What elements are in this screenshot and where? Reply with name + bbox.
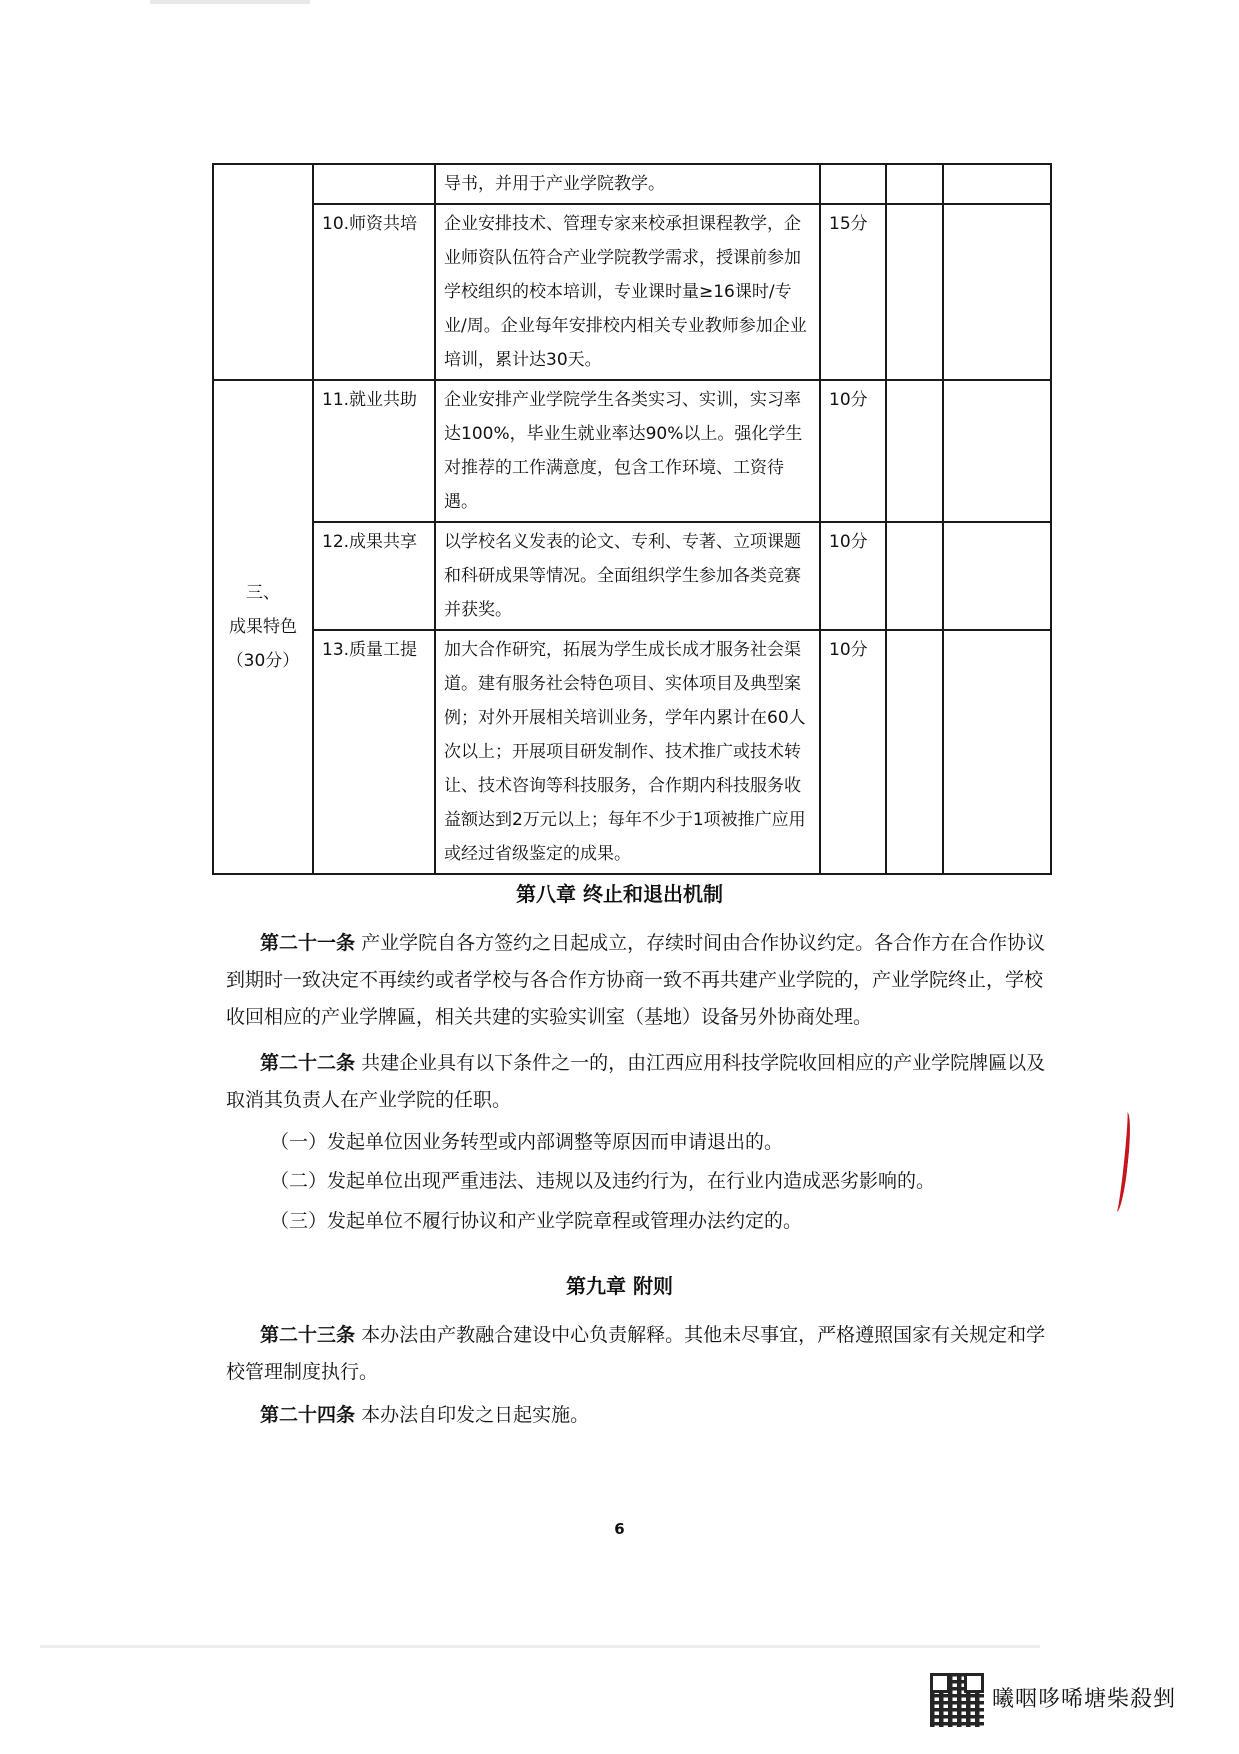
table-row xyxy=(213,522,1051,630)
score-table xyxy=(212,163,1052,875)
item-cell: 11.就业共助 xyxy=(313,380,435,522)
review-score-cell xyxy=(943,204,1051,380)
article-22 xyxy=(226,1045,1050,1119)
score-cell: 15分 xyxy=(820,204,886,380)
table-row xyxy=(213,630,1051,874)
content-cell: 加大合作研究，拓展为学生成长成才服务社会渠道。建有服务社会特色项目、实体项目及典型案例；对外开展相关培训业务，学年内累计在60人次以上；开展项目研发制作、技术推广或技术转让、技术咨询等科技服务，合作期内科技服务收益额达到2万元以上；每年不少于1项被推广应用或经过省级鉴定的成果。 xyxy=(435,630,820,874)
content-cell: 以学校名义发表的论文、专利、专著、立项课题和科研成果等情况。全面组织学生参加各类竞赛并获奖。 xyxy=(435,522,820,630)
article-21 xyxy=(226,925,1050,1036)
list-item: （三）发起单位不履行协议和产业学院章程或管理办法约定的。 xyxy=(270,1210,803,1232)
score-cell: 10分 xyxy=(820,630,886,874)
qr-code-icon xyxy=(930,1673,984,1727)
scan-line xyxy=(40,1645,1040,1648)
article-24 xyxy=(226,1397,1050,1434)
scan-smudge xyxy=(150,0,310,4)
item-cell: 10.师资共培 xyxy=(313,204,435,380)
red-stamp-edge xyxy=(1111,1112,1133,1213)
review-score-cell xyxy=(943,164,1051,204)
list-item: （一）发起单位因业务转型或内部调整等原因而申请退出的。 xyxy=(270,1131,784,1153)
category-points: （30分） xyxy=(226,651,300,671)
watermark-text: 曦咽哆唏塘柴殺剉 xyxy=(992,1687,1177,1712)
item-cell xyxy=(313,164,435,204)
article-22-label: 第二十二条 xyxy=(260,1052,356,1074)
article-23-label: 第二十三条 xyxy=(260,1324,356,1346)
content-cell: 企业安排产业学院学生各类实习、实训，实习率达100%，毕业生就业率达90%以上。强化学生对推荐的工作满意度，包含工作环境、工资待遇。 xyxy=(435,380,820,522)
item-cell: 12.成果共享 xyxy=(313,522,435,630)
table-row xyxy=(213,204,1051,380)
table-row xyxy=(213,164,1051,204)
article-23 xyxy=(226,1317,1050,1391)
chapter-9-title: 第九章 附则 xyxy=(566,1274,673,1298)
page-number: 6 xyxy=(614,1520,625,1538)
table-row xyxy=(213,380,1051,522)
score-cell xyxy=(820,164,886,204)
score-cell: 10分 xyxy=(820,522,886,630)
content-cell: 导书，并用于产业学院教学。 xyxy=(435,164,820,204)
review-score-cell xyxy=(943,380,1051,522)
category-cell-prev xyxy=(213,164,313,380)
list-item: （二）发起单位出现严重违法、违规以及违约行为，在行业内造成恶劣影响的。 xyxy=(270,1170,936,1192)
review-score-cell xyxy=(943,522,1051,630)
article-24-label: 第二十四条 xyxy=(260,1404,356,1426)
item-cell: 13.质量工提 xyxy=(313,630,435,874)
score-cell: 10分 xyxy=(820,380,886,522)
article-21-label: 第二十一条 xyxy=(260,932,356,954)
article-24-text: 本办法自印发之日起实施。 xyxy=(361,1404,590,1426)
self-score-cell xyxy=(886,630,943,874)
review-score-cell xyxy=(943,630,1051,874)
category-number: 三、 xyxy=(246,583,280,603)
self-score-cell xyxy=(886,380,943,522)
article-22-text: 共建企业具有以下条件之一的，由江西应用科技学院收回相应的产业学院牌匾以及取消其负责人在产业学院的任职。 xyxy=(226,1052,1046,1111)
content-cell: 企业安排技术、管理专家来校承担课程教学，企业师资队伍符合产业学院教学需求，授课前参加学校组织的校本培训，专业课时量≥16课时/专业/周。企业每年安排校内相关专业教师参加企业培训，累计达30天。 xyxy=(435,204,820,380)
article-21-text: 产业学院自各方签约之日起成立，存续时间由合作协议约定。各合作方在合作协议到期时一致决定不再续约或者学校与各合作方协商一致不再共建产业学院的，产业学院终止，学校收回相应的产业学牌匾，相关共建的实验实训室（基地）设备另外协商处理。 xyxy=(226,932,1046,1028)
chapter-8-title: 第八章 终止和退出机制 xyxy=(516,882,723,906)
category-name: 成果特色 xyxy=(229,617,297,637)
category-cell xyxy=(213,380,313,874)
self-score-cell xyxy=(886,522,943,630)
self-score-cell xyxy=(886,204,943,380)
article-23-text: 本办法由产教融合建设中心负责解释。其他未尽事宜，严格遵照国家有关规定和学校管理制度执行。 xyxy=(226,1324,1046,1383)
self-score-cell xyxy=(886,164,943,204)
